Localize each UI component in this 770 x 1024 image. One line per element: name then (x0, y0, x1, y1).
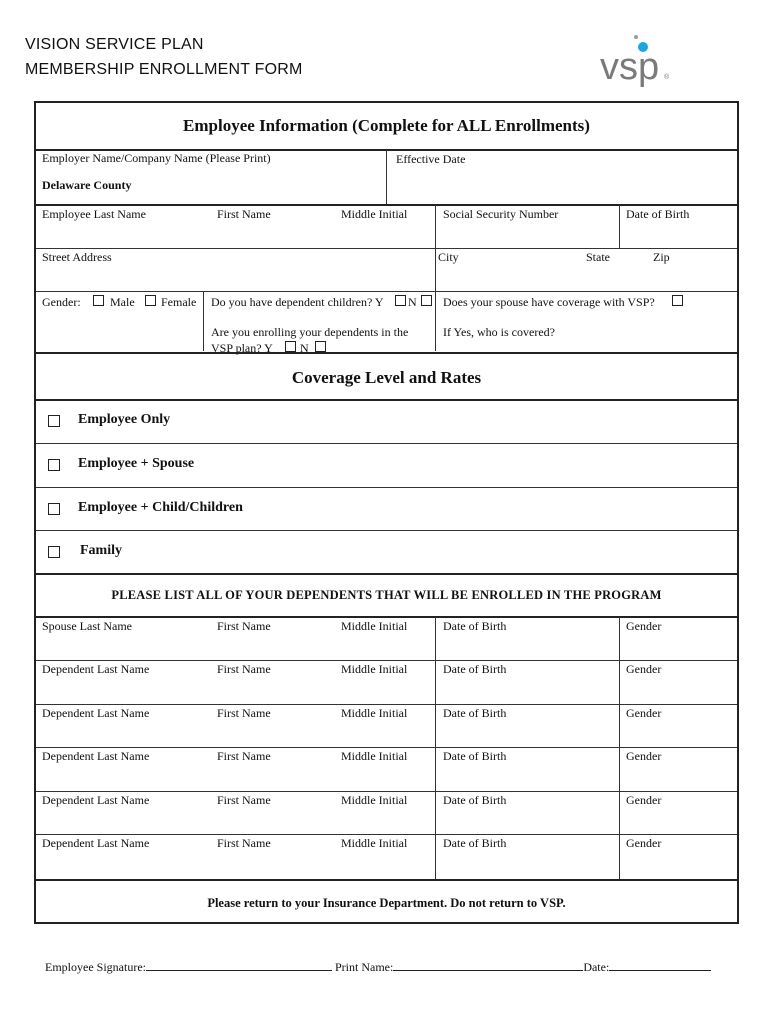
dependent-children-yes-checkbox[interactable] (395, 295, 406, 306)
ssn-label: Social Security Number (443, 207, 559, 221)
dependent-row-3-gender: Gender (626, 749, 662, 763)
coverage-heading: Coverage Level and Rates (291, 368, 482, 387)
spouse-coverage-question: Does your spouse have coverage with VSP? (443, 295, 655, 309)
date-field[interactable] (609, 958, 711, 971)
dependent-row-0-first-name: First Name (217, 619, 271, 633)
dependent-row-2-first-name: First Name (217, 706, 271, 720)
dependent-row-4-middle-initial: Middle Initial (341, 793, 408, 807)
enrolling-dependents-no-checkbox[interactable] (315, 341, 326, 352)
enrolling-dependents-question-line2: VSP plan? Y (211, 341, 273, 355)
dependent-row-3-dob: Date of Birth (443, 749, 507, 763)
street-address-label: Street Address (42, 250, 112, 264)
state-label: State (586, 250, 610, 264)
dependent-row-1-gender: Gender (626, 662, 662, 676)
dependent-row-3-first-name: First Name (217, 749, 271, 763)
print-name-label: Print Name: (334, 960, 394, 974)
zip-label: Zip (653, 250, 670, 264)
signature-line (45, 958, 711, 975)
enrolling-dependents-yes-checkbox[interactable] (285, 341, 296, 352)
dependent-row-5-dob: Date of Birth (443, 836, 507, 850)
date-label: Date: (583, 960, 610, 974)
dependent-row-1-dob: Date of Birth (443, 662, 507, 676)
gender-male-label: Male (110, 295, 135, 309)
employee-signature-label: Employee Signature: (45, 960, 146, 974)
dependent-children-question: Do you have dependent children? Y (211, 295, 384, 309)
dependent-row-5-last-name: Dependent Last Name (42, 836, 150, 850)
coverage-family-checkbox[interactable] (48, 546, 60, 558)
employee-middle-initial-label: Middle Initial (341, 207, 408, 221)
enrolling-dependents-question-line1: Are you enrolling your dependents in the (211, 325, 409, 339)
coverage-employee-children-label: Employee + Child/Children (78, 500, 243, 515)
dependent-row-2-gender: Gender (626, 706, 662, 720)
dependent-row-0-last-name: Spouse Last Name (42, 619, 132, 633)
dependent-row-1-last-name: Dependent Last Name (42, 662, 150, 676)
employer-name-value[interactable]: Delaware County (42, 178, 132, 192)
gender-female-checkbox[interactable] (145, 295, 156, 306)
city-label: City (438, 250, 459, 264)
coverage-family-label: Family (80, 543, 122, 558)
dependent-children-n-label: N (408, 295, 417, 309)
dependent-row-3-last-name: Dependent Last Name (42, 749, 150, 763)
coverage-employee-only-label: Employee Only (78, 412, 171, 427)
effective-date-label: Effective Date (396, 152, 466, 166)
dependent-row-5-gender: Gender (626, 836, 662, 850)
gender-female-label: Female (161, 295, 197, 309)
registered-mark: ® (664, 74, 670, 81)
dependent-row-5-middle-initial: Middle Initial (341, 836, 408, 850)
spouse-coverage-checkbox[interactable] (672, 295, 683, 306)
employee-last-name-label: Employee Last Name (42, 207, 146, 221)
coverage-employee-children-checkbox[interactable] (48, 503, 60, 515)
employee-info-heading: Employee Information (Complete for ALL Enrollments) (183, 116, 590, 135)
dependent-row-3-middle-initial: Middle Initial (341, 749, 408, 763)
employee-signature-field[interactable] (146, 958, 332, 971)
dependent-row-1-middle-initial: Middle Initial (341, 662, 408, 676)
employer-name-label: Employer Name/Company Name (Please Print) (42, 151, 271, 165)
print-name-field[interactable] (393, 958, 583, 971)
dependent-row-4-gender: Gender (626, 793, 662, 807)
enrollment-form (34, 101, 739, 924)
dependent-row-5-first-name: First Name (217, 836, 271, 850)
dependent-children-no-checkbox[interactable] (421, 295, 432, 306)
dependents-heading: PLEASE LIST ALL OF YOUR DEPENDENTS THAT WILL BE ENROLLED IN THE PROGRAM (111, 588, 662, 602)
dependent-row-0-dob: Date of Birth (443, 619, 507, 633)
coverage-employee-spouse-checkbox[interactable] (48, 459, 60, 471)
return-instructions: Please return to your Insurance Department. Do not return to VSP. (207, 896, 566, 910)
dependent-row-0-middle-initial: Middle Initial (341, 619, 408, 633)
dependent-row-1-first-name: First Name (217, 662, 271, 676)
logo-wordmark: vsp (600, 46, 660, 88)
gender-label: Gender: (42, 295, 81, 309)
coverage-employee-spouse-label: Employee + Spouse (78, 456, 195, 471)
form-title-line2: MEMBERSHIP ENROLLMENT FORM (25, 61, 303, 78)
form-title-line1: VISION SERVICE PLAN (25, 36, 204, 53)
dependent-row-2-dob: Date of Birth (443, 706, 507, 720)
coverage-employee-only-checkbox[interactable] (48, 415, 60, 427)
dependent-row-2-last-name: Dependent Last Name (42, 706, 150, 720)
enrolling-dependents-n-label: N (300, 341, 309, 355)
gender-male-checkbox[interactable] (93, 295, 104, 306)
if-yes-who-covered-label: If Yes, who is covered? (443, 325, 555, 339)
dependent-row-4-first-name: First Name (217, 793, 271, 807)
dependent-row-0-gender: Gender (626, 619, 662, 633)
dependent-row-4-dob: Date of Birth (443, 793, 507, 807)
vsp-logo (598, 32, 678, 92)
employee-dob-label: Date of Birth (626, 207, 690, 221)
dependent-row-2-middle-initial: Middle Initial (341, 706, 408, 720)
dependent-row-4-last-name: Dependent Last Name (42, 793, 150, 807)
employee-first-name-label: First Name (217, 207, 271, 221)
